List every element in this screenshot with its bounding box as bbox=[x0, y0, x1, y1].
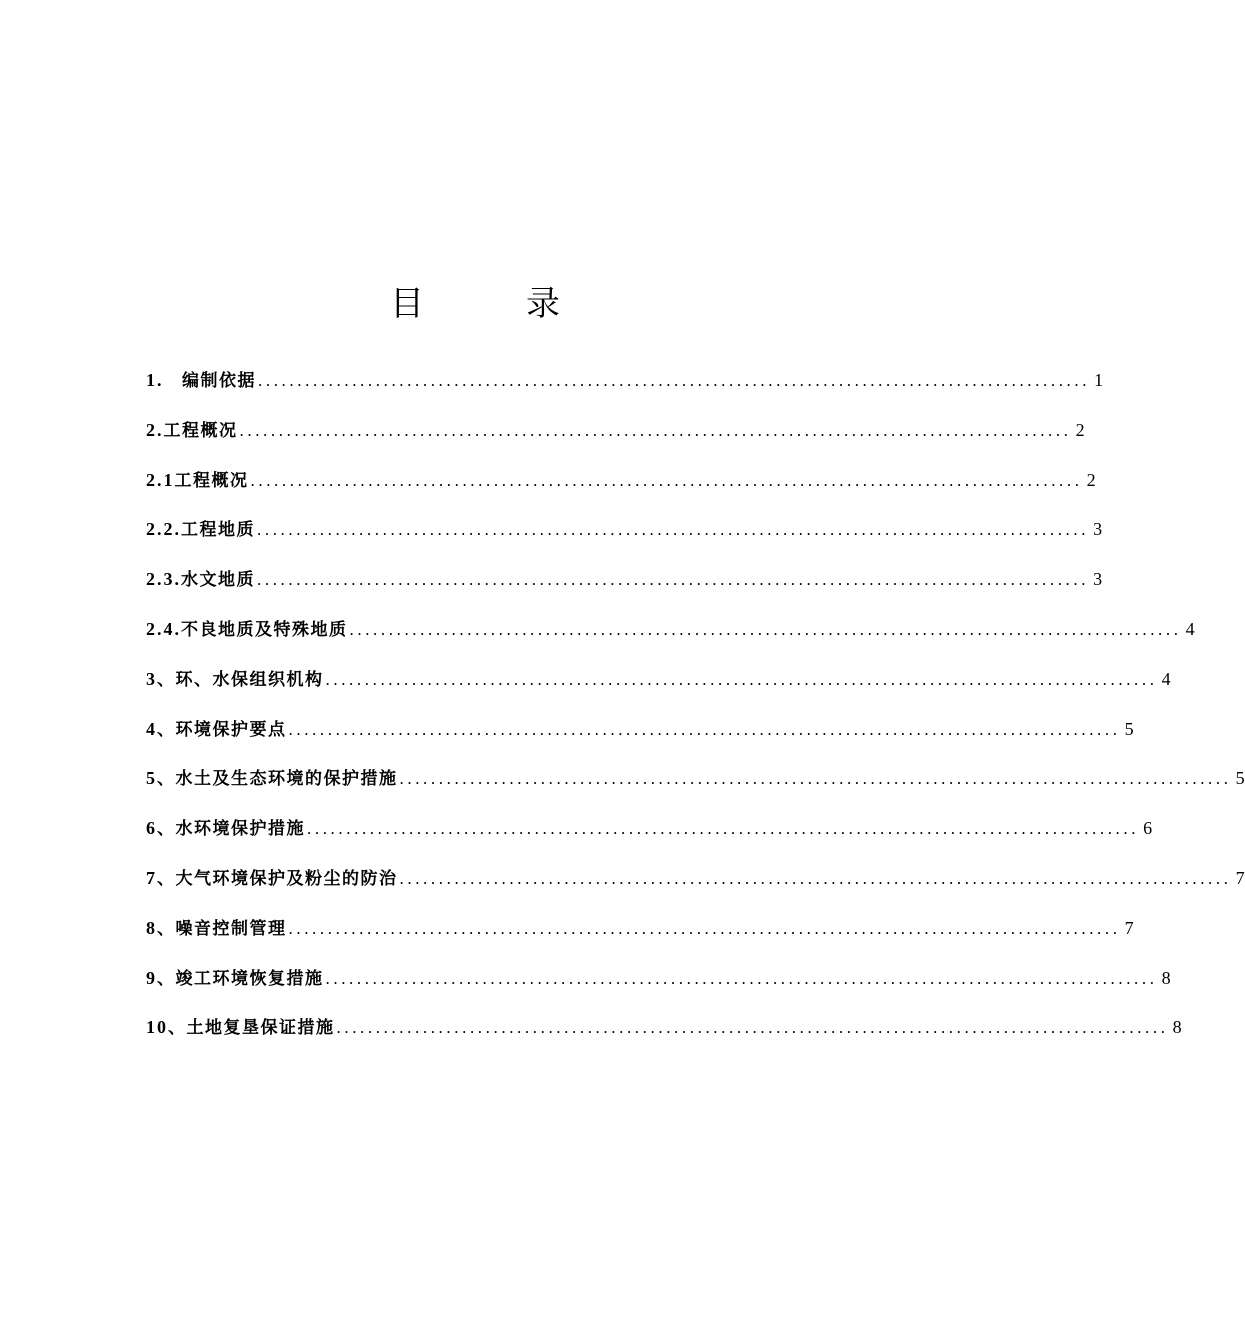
entry-label bbox=[146, 964, 324, 993]
page-number: 4 bbox=[1161, 668, 1171, 689]
toc-list bbox=[146, 366, 1245, 1063]
dot-leader: .......................................................................................................... bbox=[349, 619, 1182, 639]
page-number: 1 bbox=[1094, 370, 1104, 390]
page-number: 3 bbox=[1093, 569, 1103, 590]
dot-leader: .......................................................................................................... bbox=[288, 918, 1121, 938]
entry-number: 2.4. bbox=[146, 618, 181, 639]
entry-label bbox=[146, 864, 398, 893]
entry-number: 3 bbox=[146, 668, 157, 689]
entry-number: 10 bbox=[146, 1017, 168, 1038]
dot-leader: .......................................................................................................... bbox=[257, 520, 1090, 540]
entry-label bbox=[146, 366, 256, 395]
toc-entry[interactable] bbox=[146, 814, 1153, 864]
entry-number: 2.3. bbox=[146, 569, 181, 590]
entry-number: 2.2. bbox=[146, 519, 181, 540]
entry-number: 2.1 bbox=[146, 469, 175, 490]
toc-entry[interactable] bbox=[146, 1013, 1182, 1063]
entry-text: 工程地质 bbox=[181, 520, 255, 541]
dot-leader: .......................................................................................................... bbox=[258, 371, 1091, 390]
entry-label bbox=[146, 416, 238, 445]
page-number: 7 bbox=[1235, 867, 1245, 888]
page-number: 6 bbox=[1143, 818, 1153, 839]
page-number: 8 bbox=[1161, 967, 1171, 988]
entry-number: 8 bbox=[146, 917, 157, 938]
toc-entry[interactable] bbox=[146, 914, 1134, 964]
toc-entry[interactable] bbox=[146, 715, 1134, 765]
entry-text: 、土地复垦保证措施 bbox=[168, 1018, 335, 1039]
entry-text: 、环境保护要点 bbox=[157, 719, 287, 740]
entry-number: 9 bbox=[146, 967, 157, 988]
entry-number: 6 bbox=[146, 818, 157, 839]
dot-leader: .......................................................................................................... bbox=[307, 819, 1140, 839]
entry-number: 5 bbox=[146, 768, 157, 789]
entry-number: 7 bbox=[146, 867, 157, 888]
page-number: 4 bbox=[1185, 618, 1195, 639]
page-number: 8 bbox=[1172, 1017, 1182, 1038]
toc-entry[interactable] bbox=[146, 615, 1195, 665]
page-number: 5 bbox=[1124, 718, 1134, 739]
entry-label bbox=[146, 515, 255, 544]
page-number: 5 bbox=[1235, 768, 1245, 789]
entry-text: 工程概况 bbox=[163, 420, 238, 441]
dot-leader: .......................................................................................................... bbox=[399, 868, 1232, 888]
entry-number: 4 bbox=[146, 718, 157, 739]
entry-label bbox=[146, 665, 324, 694]
entry-label bbox=[146, 715, 287, 744]
entry-text: 、水土及生态环境的保护措施 bbox=[157, 769, 398, 790]
entry-text: 不良地质及特殊地质 bbox=[181, 619, 348, 640]
entry-label bbox=[146, 814, 305, 843]
entry-text: 、大气环境保护及粉尘的防治 bbox=[157, 868, 398, 889]
toc-entry[interactable] bbox=[146, 964, 1171, 1014]
dot-leader: .......................................................................................................... bbox=[250, 470, 1083, 490]
page-number: 7 bbox=[1124, 917, 1134, 938]
toc-entry[interactable] bbox=[146, 864, 1245, 914]
entry-text: 编制依据 bbox=[163, 371, 256, 391]
entry-number: 1. bbox=[146, 370, 164, 390]
entry-text: 、竣工环境恢复措施 bbox=[157, 968, 324, 989]
entry-text: 、水环境保护措施 bbox=[157, 819, 305, 840]
toc-entry[interactable] bbox=[146, 466, 1096, 516]
page-number: 2 bbox=[1075, 419, 1085, 440]
entry-label bbox=[146, 1013, 335, 1042]
entry-label bbox=[146, 615, 348, 644]
toc-entry[interactable] bbox=[146, 764, 1245, 814]
entry-label bbox=[146, 764, 398, 793]
entry-number: 2. bbox=[146, 419, 164, 440]
entry-label bbox=[146, 466, 249, 495]
toc-title: 目 录 bbox=[390, 283, 594, 324]
entry-text: 水文地质 bbox=[181, 570, 255, 591]
entry-text: 、环、水保组织机构 bbox=[157, 669, 324, 690]
dot-leader: .......................................................................................................... bbox=[257, 570, 1090, 590]
toc-entry[interactable] bbox=[146, 366, 1104, 416]
entry-label bbox=[146, 914, 287, 943]
entry-text: 、噪音控制管理 bbox=[157, 918, 287, 939]
dot-leader: .......................................................................................................... bbox=[288, 719, 1121, 739]
toc-entry[interactable] bbox=[146, 416, 1085, 466]
page-number: 2 bbox=[1086, 469, 1096, 490]
dot-leader: .......................................................................................................... bbox=[325, 669, 1158, 689]
toc-entry[interactable] bbox=[146, 515, 1103, 565]
dot-leader: .......................................................................................................... bbox=[399, 769, 1232, 789]
page-number: 3 bbox=[1093, 519, 1103, 540]
entry-text: 工程概况 bbox=[174, 470, 249, 491]
toc-entry[interactable] bbox=[146, 665, 1171, 715]
dot-leader: .......................................................................................................... bbox=[239, 420, 1072, 440]
dot-leader: .......................................................................................................... bbox=[336, 1018, 1169, 1038]
toc-entry[interactable] bbox=[146, 565, 1103, 615]
entry-label bbox=[146, 565, 255, 594]
dot-leader: .......................................................................................................... bbox=[325, 968, 1158, 988]
